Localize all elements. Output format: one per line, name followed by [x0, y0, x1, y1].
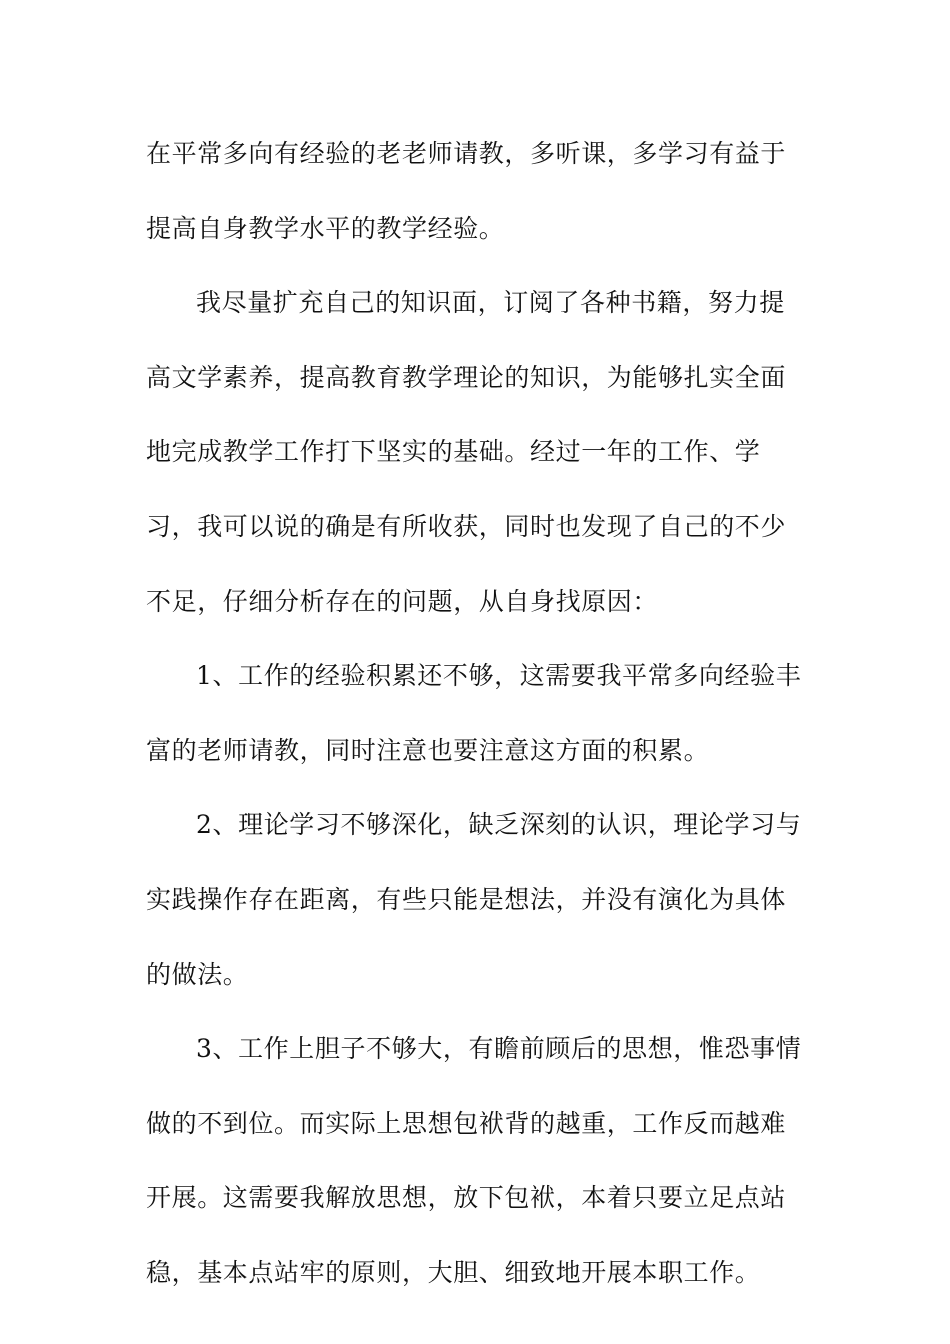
paragraph-5: 3、工作上胆子不够大，有瞻前顾后的思想，惟恐事情做的不到位。而实际上思想包袱背的越重，工作反而越难开展。这需要我解放思想，放下包袱，本着只要立足点站稳，基本点站牢的原则，大胆、细致地开展本职工作。 [146, 1034, 802, 1287]
paragraph-2: 我尽量扩充自己的知识面，订阅了各种书籍，努力提高文学素养，提高教育教学理论的知识，为能够扎实全面地完成教学工作打下坚实的基础。经过一年的工作、学习，我可以说的确是有所收获，同时也发现了自己的不少不足，仔细分析存在的问题，从自身找原因： [146, 288, 787, 616]
paragraph-3: 1、工作的经验积累还不够，这需要我平常多向经验丰富的老师请教，同时注意也要注意这方面的积累。 [146, 661, 802, 765]
paragraph-4: 2、理论学习不够深化，缺乏深刻的认识，理论学习与实践操作存在距离，有些只能是想法，并没有演化为具体的做法。 [146, 810, 802, 989]
paragraph-1: 在平常多向有经验的老老师请教，多听课，多学习有益于提高自身教学水平的教学经验。 [146, 139, 787, 243]
document-body [146, 117, 810, 1311]
